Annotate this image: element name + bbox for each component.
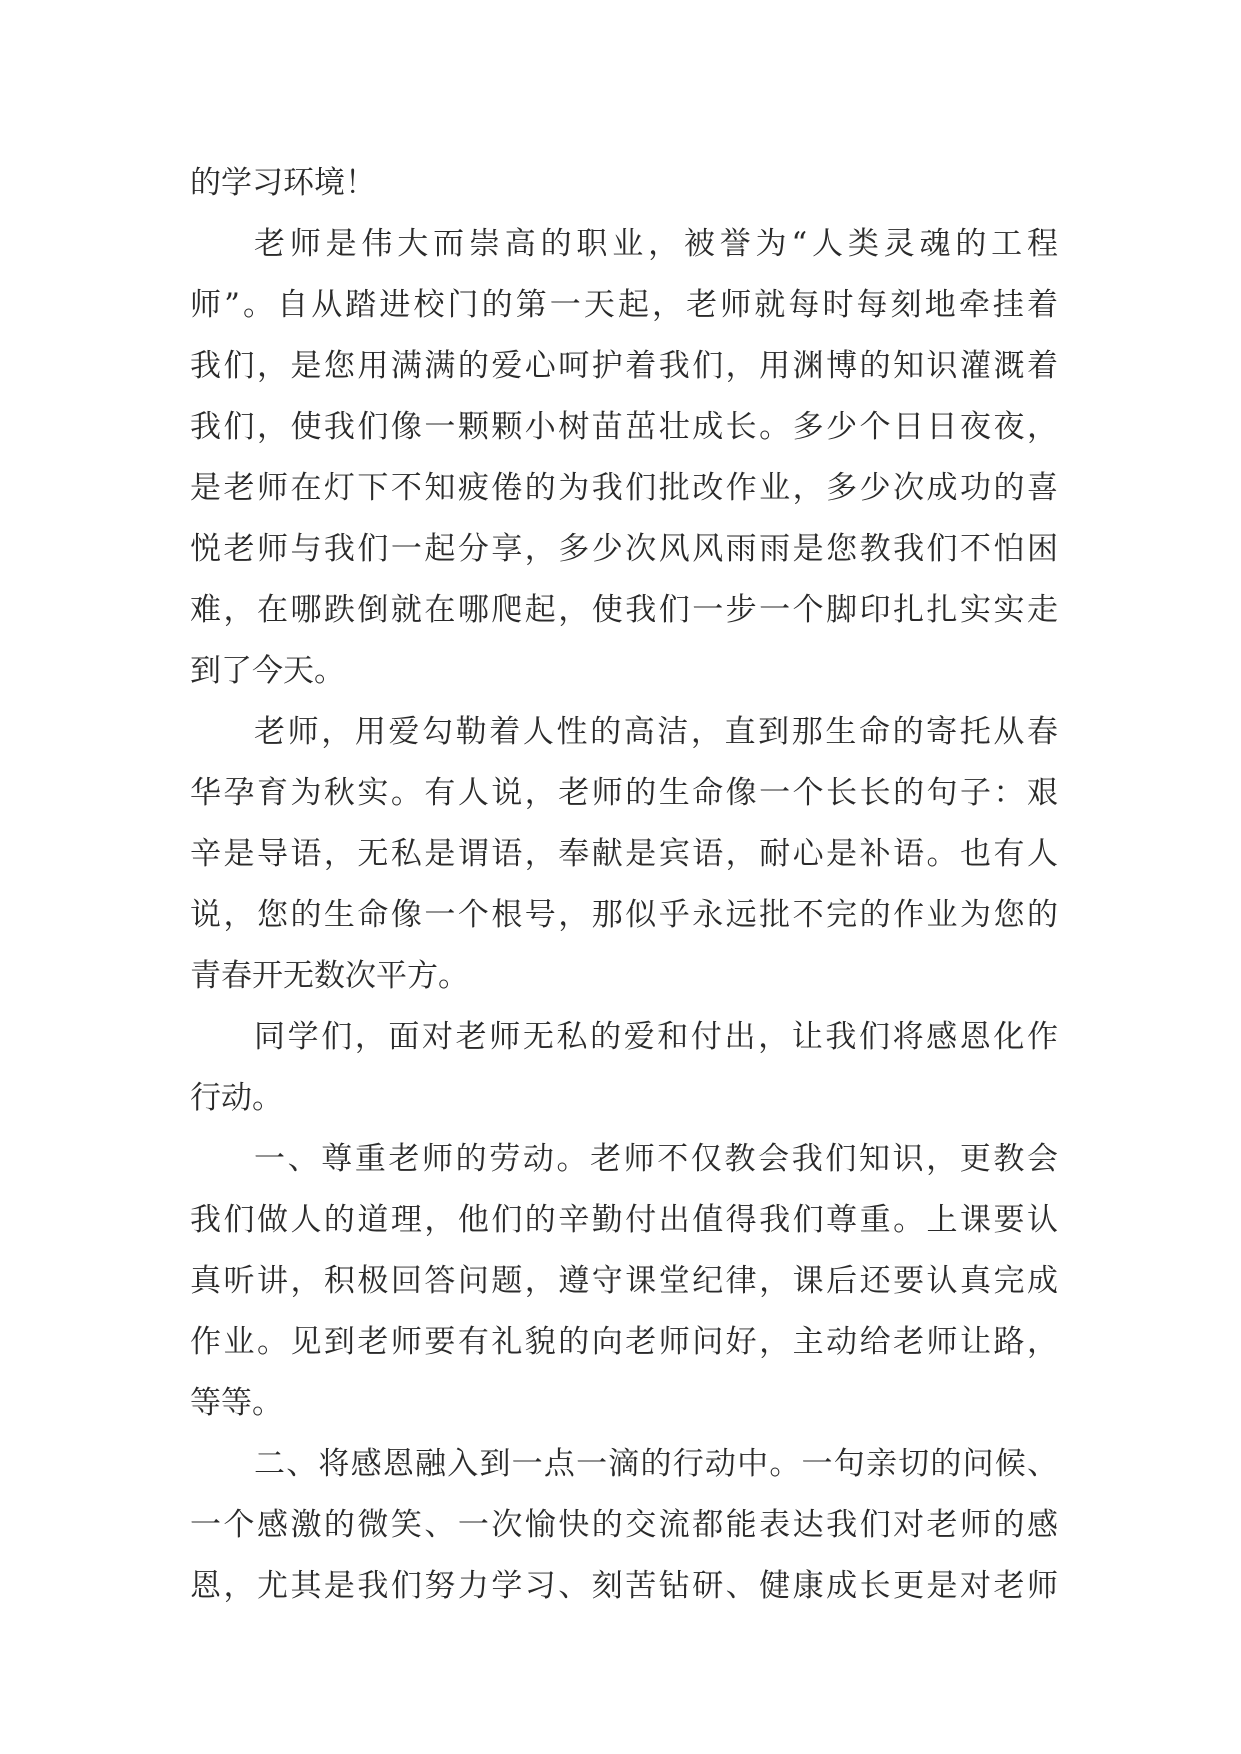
text-line: 二、将感恩融入到一点一滴的行动中。一句亲切的问候、	[254, 1446, 1058, 1482]
text-line: 说，您的生命像一个根号，那似乎永远批不完的作业为您的	[190, 897, 1058, 933]
text-line: 是老师在灯下不知疲倦的为我们批改作业，多少次成功的喜	[190, 470, 1058, 506]
text-line: 的学习环境！	[190, 165, 376, 201]
text-line: 我们，使我们像一颗颗小树苗茁壮成长。多少个日日夜夜，	[190, 409, 1058, 445]
text-line: 我们，是您用满满的爱心呵护着我们，用渊博的知识灌溉着	[190, 348, 1058, 384]
text-line: 我们做人的道理，他们的辛勤付出值得我们尊重。上课要认	[190, 1202, 1058, 1238]
text-line: 行动。	[190, 1080, 283, 1116]
text-line: 悦老师与我们一起分享，多少次风风雨雨是您教我们不怕困	[190, 531, 1058, 567]
text-line: 一个感激的微笑、一次愉快的交流都能表达我们对老师的感	[190, 1507, 1058, 1543]
text-line: 到了今天。	[190, 653, 345, 689]
text-line: 师”。自从踏进校门的第一天起，老师就每时每刻地牵挂着	[190, 287, 1058, 323]
text-line: 老师是伟大而崇高的职业，被誉为“人类灵魂的工程	[254, 226, 1058, 262]
text-line: 青春开无数次平方。	[190, 958, 469, 994]
document-body	[190, 153, 1058, 1617]
text-line: 老师，用爱勾勒着人性的高洁，直到那生命的寄托从春	[254, 714, 1058, 750]
text-line: 恩，尤其是我们努力学习、刻苦钻研、健康成长更是对老师	[190, 1568, 1058, 1604]
text-line: 作业。见到老师要有礼貌的向老师问好，主动给老师让路，	[190, 1324, 1058, 1360]
text-line: 真听讲，积极回答问题，遵守课堂纪律，课后还要认真完成	[190, 1263, 1058, 1299]
text-line: 辛是导语，无私是谓语，奉献是宾语，耐心是补语。也有人	[190, 836, 1058, 872]
text-line: 一、尊重老师的劳动。老师不仅教会我们知识，更教会	[254, 1141, 1058, 1177]
text-line: 华孕育为秋实。有人说，老师的生命像一个长长的句子：艰	[190, 775, 1058, 811]
text-line: 等等。	[190, 1385, 283, 1421]
text-line: 同学们，面对老师无私的爱和付出，让我们将感恩化作	[254, 1019, 1058, 1055]
text-line: 难，在哪跌倒就在哪爬起，使我们一步一个脚印扎扎实实走	[190, 592, 1058, 628]
